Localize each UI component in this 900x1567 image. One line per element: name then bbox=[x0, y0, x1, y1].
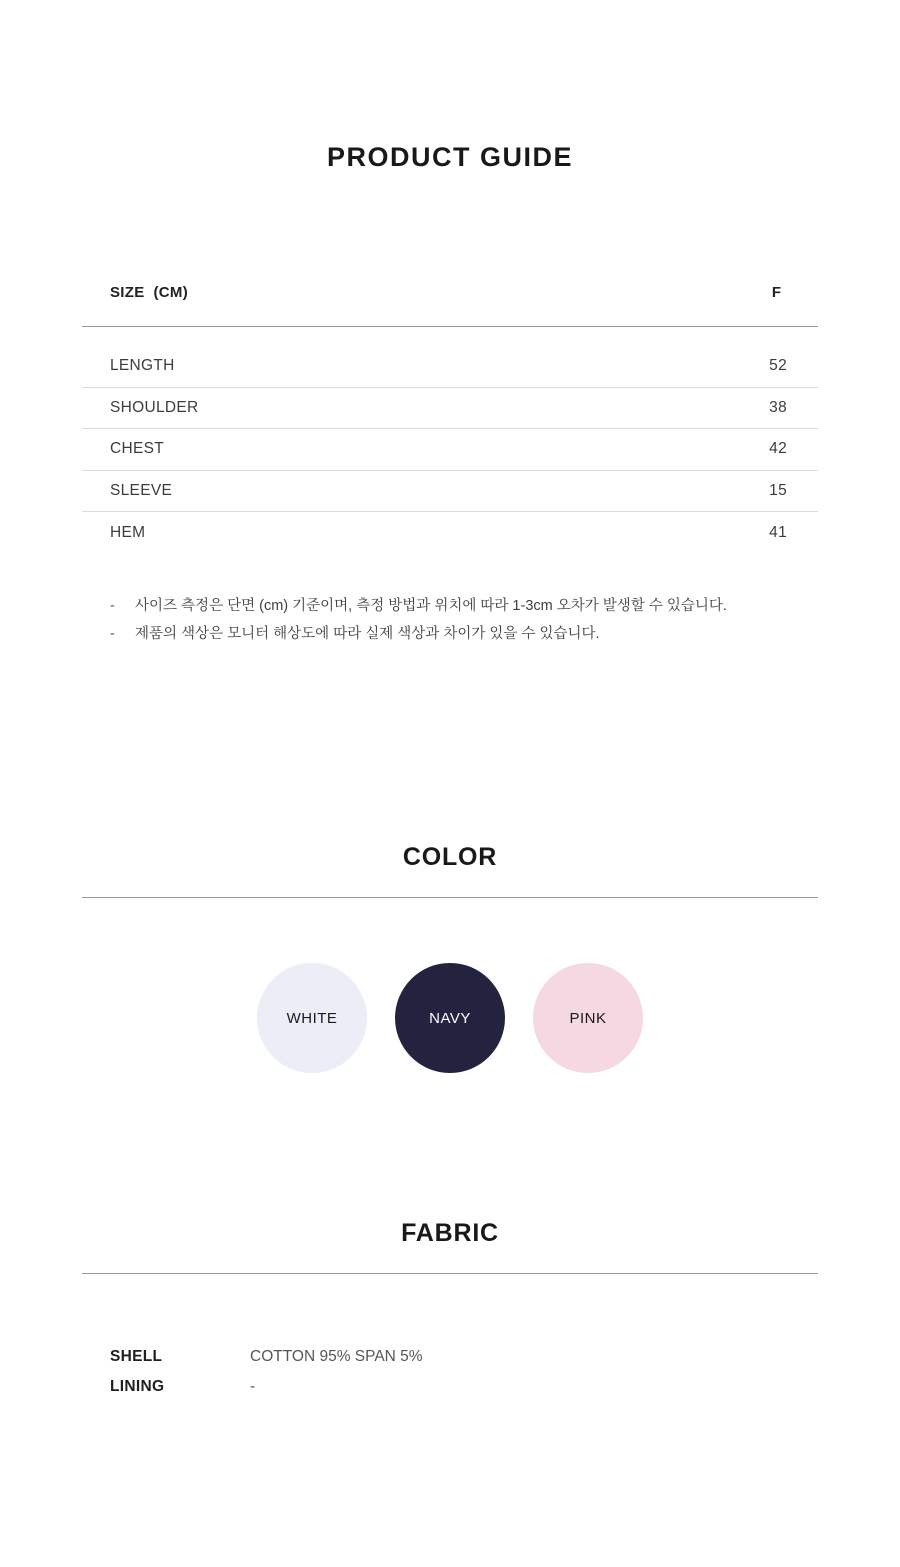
fabric-row-label: LINING bbox=[110, 1378, 165, 1395]
fabric-section-divider bbox=[82, 1273, 818, 1274]
color-swatch-white bbox=[257, 963, 367, 1073]
note-item bbox=[110, 592, 818, 620]
fabric-row-shell bbox=[110, 1342, 818, 1372]
color-swatch-navy bbox=[395, 963, 505, 1073]
size-table-header bbox=[82, 282, 818, 302]
fabric-row-value: - bbox=[250, 1378, 256, 1395]
color-section-title: COLOR bbox=[402, 843, 498, 871]
size-row-label: SLEEVE bbox=[110, 481, 173, 499]
size-row-value: 15 bbox=[769, 481, 787, 499]
table-row-sleeve bbox=[82, 471, 818, 513]
size-table-header-divider bbox=[82, 326, 818, 327]
size-row-label: LENGTH bbox=[110, 357, 175, 375]
size-table-header-size: F bbox=[771, 283, 781, 301]
color-section-divider bbox=[82, 897, 818, 898]
fabric-row-label: SHELL bbox=[110, 1348, 163, 1365]
size-row-value: 38 bbox=[769, 398, 787, 416]
fabric-details bbox=[110, 1342, 818, 1402]
size-row-label: SHOULDER bbox=[110, 398, 199, 416]
size-table-header-label: SIZE (CM) bbox=[110, 283, 188, 301]
color-swatch-label: PINK bbox=[569, 1009, 607, 1027]
size-table bbox=[82, 346, 818, 554]
color-swatches bbox=[0, 963, 900, 1073]
note-text: 사이즈 측정은 단면 (cm) 기준이며, 측정 방법과 위치에 따라 1-3cm 오차가 발생할 수 있습니다. bbox=[135, 598, 727, 614]
note-item bbox=[110, 620, 818, 648]
note-text: 제품의 색상은 모니터 해상도에 따라 실제 색상과 차이가 있을 수 있습니다. bbox=[135, 626, 600, 642]
size-row-value: 52 bbox=[769, 357, 787, 375]
fabric-row-value: COTTON 95% SPAN 5% bbox=[250, 1348, 423, 1365]
fabric-row-lining bbox=[110, 1372, 818, 1402]
color-swatch-pink bbox=[533, 963, 643, 1073]
size-row-label: HEM bbox=[110, 523, 146, 541]
table-row-length bbox=[82, 346, 818, 388]
color-swatch-label: NAVY bbox=[429, 1009, 471, 1027]
size-row-value: 42 bbox=[769, 440, 787, 458]
table-row-chest bbox=[82, 429, 818, 471]
size-row-label: CHEST bbox=[110, 440, 165, 458]
table-row-shoulder bbox=[82, 388, 818, 430]
fabric-section-title: FABRIC bbox=[401, 1219, 499, 1247]
note-dash: - bbox=[110, 626, 115, 642]
note-dash: - bbox=[110, 598, 115, 614]
size-notes bbox=[110, 592, 818, 648]
color-swatch-label: WHITE bbox=[286, 1009, 338, 1027]
size-row-value: 41 bbox=[769, 523, 787, 541]
table-row-hem bbox=[82, 512, 818, 554]
page-title: PRODUCT GUIDE bbox=[326, 142, 573, 172]
